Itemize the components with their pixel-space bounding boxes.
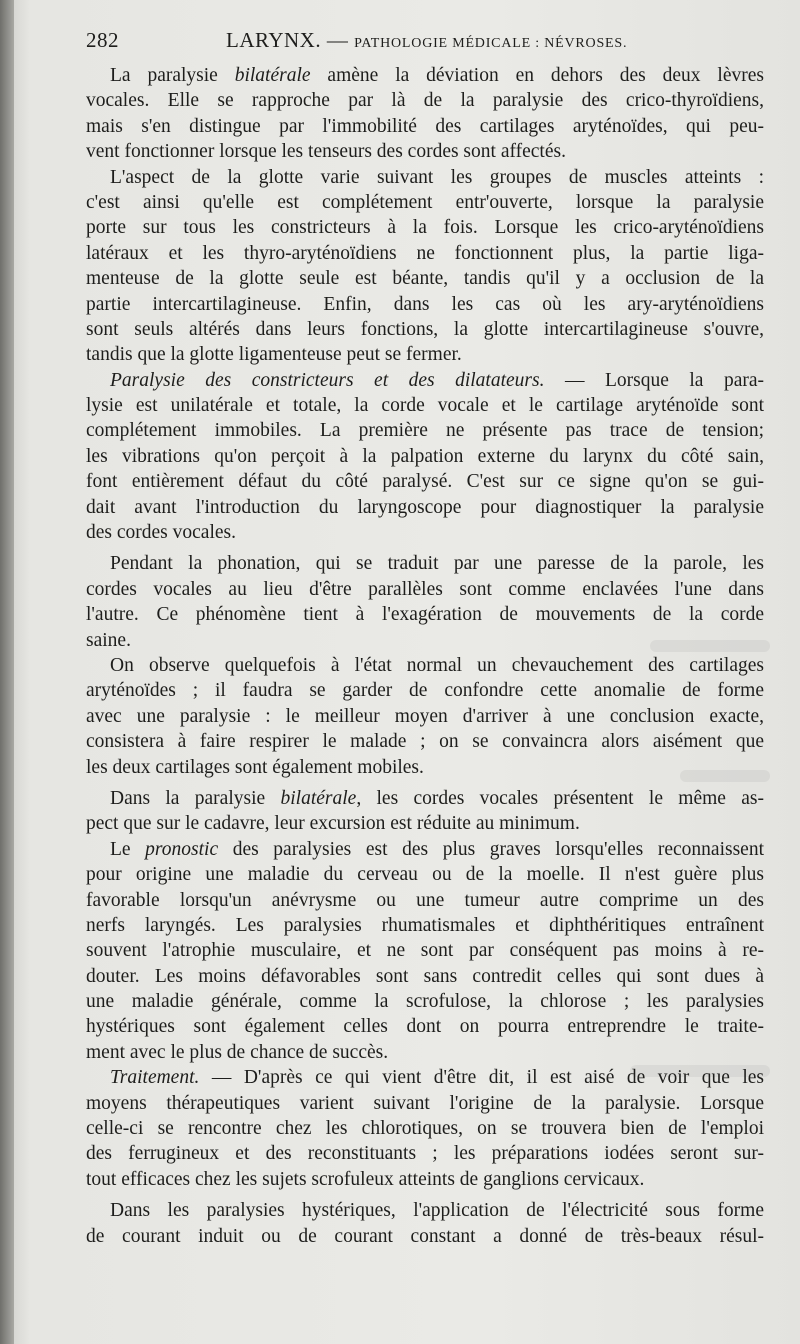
text-line: avec une paralysie : le meilleur moyen d'arriver à une conclusion exacte,	[86, 705, 764, 727]
text-line: l'autre. Ce phénomène tient à l'exagération de mouvements de la corde	[86, 604, 764, 626]
text-line: des ferrugineux et des reconstituants ; les préparations iodées seront sur-	[86, 1143, 764, 1165]
text-line: Dans la paralysie bilatérale, les cordes vocales présentent le même as-	[110, 787, 764, 809]
text-line: tandis que la glotte ligamenteuse peut se fermer.	[86, 344, 462, 366]
text-line: hystériques sont également celles dont on pourra entreprendre le traite-	[86, 1016, 764, 1038]
text-line: celle-ci se rencontre chez les chlorotiques, on se trouvera bien de l'emploi	[86, 1118, 764, 1140]
italic-phrase: pronostic	[145, 838, 219, 860]
text-line: menteuse de la glotte seule est béante, tandis qu'il y a occlusion de la	[86, 268, 764, 290]
text-line: pour origine une maladie du cerveau ou de la moelle. Il n'est guère plus	[86, 864, 764, 886]
text-line: L'aspect de la glotte varie suivant les groupes de muscles atteints :	[110, 166, 764, 188]
text-line: On observe quelquefois à l'état normal un chevauchement des cartilages	[110, 654, 764, 676]
text-line: vent fonctionner lorsque les tenseurs des cordes sont affectés.	[86, 141, 566, 163]
text-line: ment avec le plus de chance de succès.	[86, 1041, 389, 1063]
text-line: Le pronostic des paralysies est des plus graves lorsqu'elles reconnaissent	[110, 838, 764, 860]
running-header	[86, 28, 766, 58]
text-line: Pendant la phonation, qui se traduit par une paresse de la parole, les	[110, 553, 764, 575]
text-line: une maladie générale, comme la scrofulose, la chlorose ; les paralysies	[86, 991, 764, 1013]
text-line: sont seuls altérés dans leurs fonctions, la glotte intercartilagineuse s'ouvre,	[86, 318, 764, 340]
italic-phrase: Paralysie des constricteurs et des dilatateurs.	[110, 369, 545, 391]
text-line: Paralysie des constricteurs et des dilatateurs. — Lorsque la para-	[110, 369, 764, 391]
text-line: font entièrement défaut du côté paralysé. C'est sur ce signe qu'on se gui-	[86, 471, 764, 493]
text-line: douter. Les moins défavorables sont sans contredit celles qui sont dues à	[86, 965, 764, 987]
text-line: pect que sur le cadavre, leur excursion est réduite au minimum.	[86, 813, 580, 835]
page-gutter-shadow	[0, 0, 14, 1344]
text-line: Traitement. — D'après ce qui vient d'être dit, il est aisé de voir que les	[110, 1067, 764, 1089]
italic-phrase: bilatérale	[280, 787, 357, 809]
italic-phrase: Traitement.	[110, 1067, 200, 1089]
text-line: souvent l'atrophie musculaire, et ne sont par conséquent pas moins à re-	[86, 940, 764, 962]
text-line: vocales. Elle se rapproche par là de la paralysie des crico-thyroïdiens,	[86, 90, 764, 112]
running-title-main: LARYNX. —	[226, 28, 355, 52]
text-line: saine.	[86, 629, 131, 651]
page-number: 282	[86, 28, 119, 52]
text-line: cordes vocales au lieu d'être parallèles sont comme enclavées l'une dans	[86, 578, 764, 600]
text-line: porte sur tous les constricteurs à la fois. Lorsque les crico-aryténoïdiens	[86, 217, 764, 239]
text-line: lysie est unilatérale et totale, la corde vocale et le cartilage aryténoïde sont	[86, 395, 764, 417]
text-line: mais s'en distingue par l'immobilité des cartilages aryténoïdes, qui peu-	[86, 115, 764, 137]
text-line: consistera à faire respirer le malade ; on se convaincra alors aisément que	[86, 731, 764, 753]
running-title	[226, 28, 627, 53]
text-line: latéraux et les thyro-aryténoïdiens ne fonctionnent plus, la partie liga-	[86, 242, 764, 264]
text-line: les deux cartilages sont également mobiles.	[86, 756, 424, 778]
text-line: de courant induit ou de courant constant a donné de très-beaux résul-	[86, 1225, 764, 1247]
text-line: favorable lorsqu'un anévrysme ou une tumeur autre comprime un des	[86, 889, 764, 911]
italic-phrase: bilatérale	[234, 65, 311, 86]
text-line: nerfs laryngés. Les paralysies rhumatismales et diphthéritiques entraînent	[86, 914, 764, 936]
text-line: Dans les paralysies hystériques, l'application de l'électricité sous forme	[110, 1200, 764, 1222]
text-line: moyens thérapeutiques varient suivant l'origine de la paralysie. Lorsque	[86, 1092, 764, 1114]
text-line: partie intercartilagineuse. Enfin, dans les cas où les ary-aryténoïdiens	[86, 293, 764, 315]
text-line: aryténoïdes ; il faudra se garder de confondre cette anomalie de forme	[86, 680, 764, 702]
text-line: c'est ainsi qu'elle est complétement entr'ouverte, lorsque la paralysie	[86, 191, 764, 213]
body-text	[86, 63, 764, 1249]
text-line: La paralysie bilatérale amène la déviation en dehors des deux lèvres	[110, 65, 764, 86]
text-line: les vibrations qu'on perçoit à la palpation externe du larynx du côté sain,	[86, 445, 764, 467]
text-line: des cordes vocales.	[86, 522, 236, 544]
text-line: complétement immobiles. La première ne présente pas trace de tension;	[86, 420, 764, 442]
text-line: tout efficaces chez les sujets scrofuleux atteints de ganglions cervicaux.	[86, 1168, 645, 1190]
text-line: dait avant l'introduction du laryngoscope pour diagnostiquer la paralysie	[86, 496, 764, 518]
running-title-sub: PATHOLOGIE MÉDICALE : NÉVROSES.	[354, 36, 628, 51]
